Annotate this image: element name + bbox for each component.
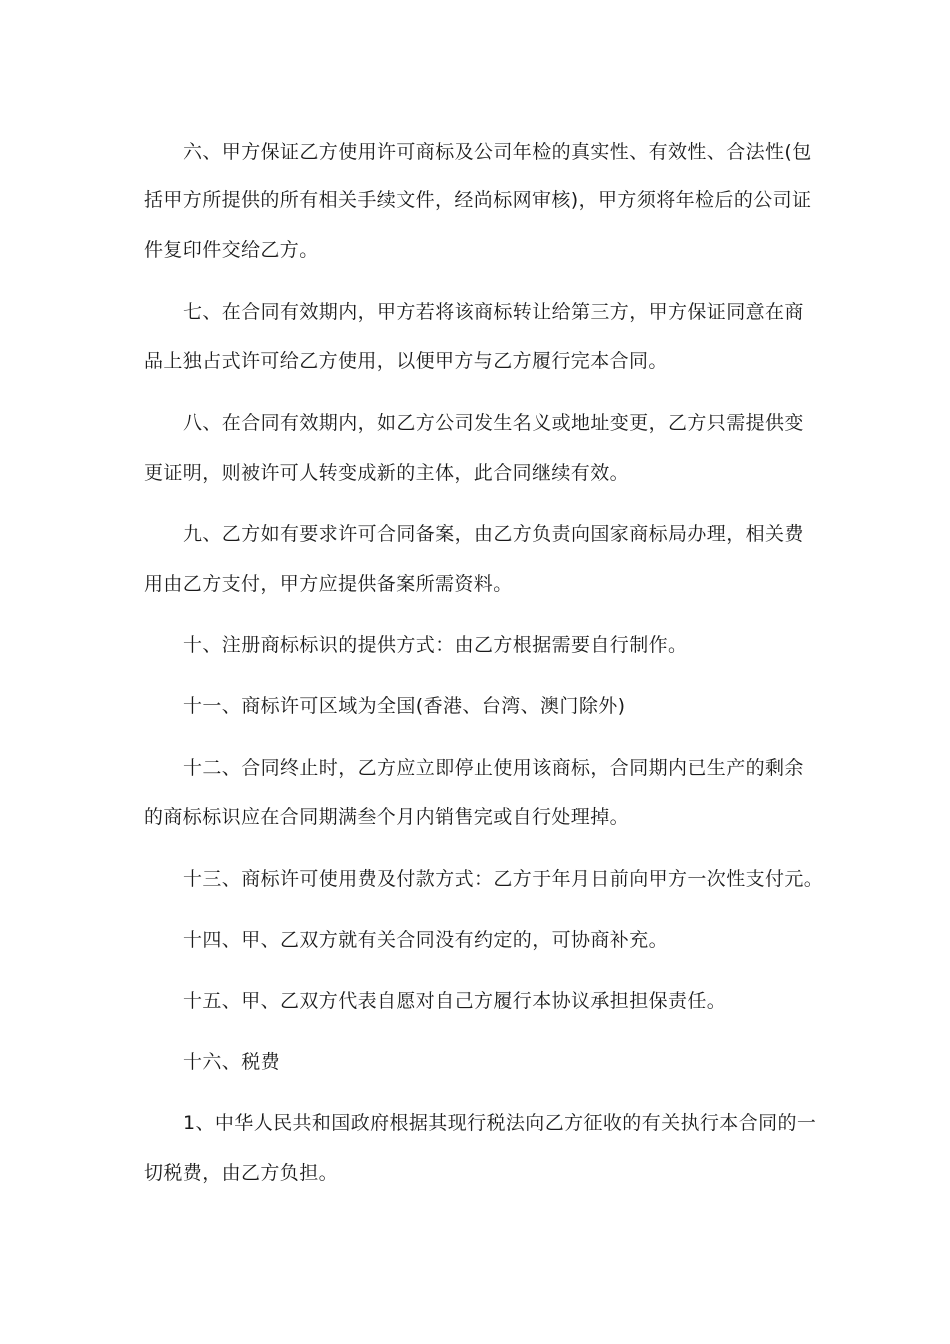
clause-8-line-2: 更证明，则被许可人转变成新的主体，此合同继续有效。	[144, 462, 630, 484]
clause-6-line-2: 括甲方所提供的所有相关手续文件，经尚标网审核)，甲方须将年检后的公司证	[144, 189, 812, 211]
clause-8-line-1: 八、在合同有效期内，如乙方公司发生名义或地址变更，乙方只需提供变	[183, 412, 804, 434]
clause-6-line-3: 件复印件交给乙方。	[144, 239, 319, 261]
clause-12-line-1: 十二、合同终止时，乙方应立即停止使用该商标，合同期内已生产的剩余	[183, 757, 804, 779]
clause-7-line-2: 品上独占式许可给乙方使用，以便甲方与乙方履行完本合同。	[144, 350, 668, 372]
clause-16-item-1-line-1: 1、中华人民共和国政府根据其现行税法向乙方征收的有关执行本合同的一	[183, 1112, 817, 1134]
clause-6-line-1: 六、甲方保证乙方使用许可商标及公司年检的真实性、有效性、合法性(包	[183, 141, 812, 163]
clause-10: 十、注册商标标识的提供方式：由乙方根据需要自行制作。	[183, 634, 688, 656]
clause-9-line-1: 九、乙方如有要求许可合同备案，由乙方负责向国家商标局办理，相关费	[183, 523, 804, 545]
clause-14: 十四、甲、乙双方就有关合同没有约定的，可协商补充。	[183, 929, 669, 951]
clause-15: 十五、甲、乙双方代表自愿对自己方履行本协议承担担保责任。	[183, 990, 727, 1012]
clause-12-line-2: 的商标标识应在合同期满叁个月内销售完或自行处理掉。	[144, 806, 630, 828]
clause-13: 十三、商标许可使用费及付款方式：乙方于年月日前向甲方一次性支付元。	[183, 868, 824, 890]
clause-16-heading: 十六、税费	[183, 1051, 281, 1073]
clause-11: 十一、商标许可区域为全国(香港、台湾、澳门除外)	[183, 695, 626, 717]
clause-9-line-2: 用由乙方支付，甲方应提供备案所需资料。	[144, 573, 513, 595]
clause-7-line-1: 七、在合同有效期内，甲方若将该商标转让给第三方，甲方保证同意在商	[183, 301, 804, 323]
clause-16-item-1-line-2: 切税费，由乙方负担。	[144, 1162, 339, 1184]
